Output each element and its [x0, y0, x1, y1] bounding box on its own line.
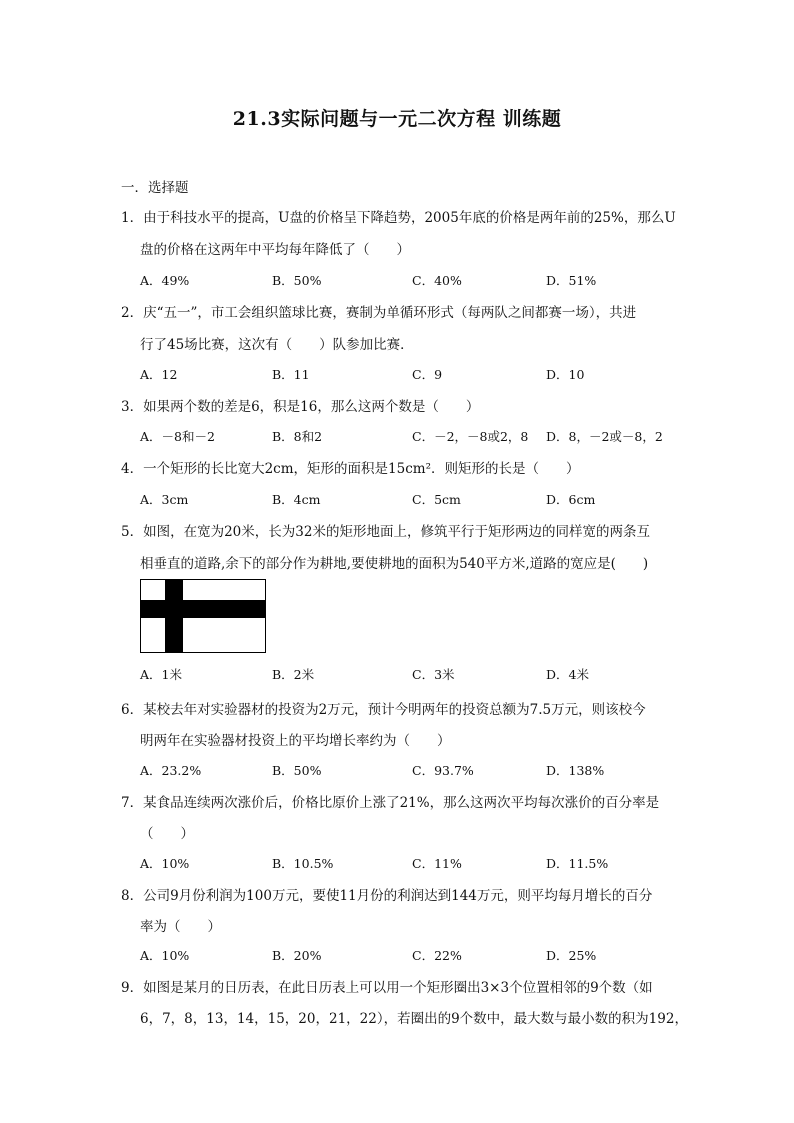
question-6-option-b[interactable]: B．50% — [272, 763, 322, 778]
question-7-option-b[interactable]: B．10.5% — [272, 856, 334, 871]
question-7-option-c[interactable]: C．11% — [412, 856, 462, 871]
question-8-line-2: 率为（ ） — [140, 919, 221, 935]
question-8-option-b[interactable]: B．20% — [272, 948, 322, 963]
question-6-options — [140, 761, 700, 781]
question-6-option-c[interactable]: C．93.7% — [412, 763, 474, 778]
question-2-option-c[interactable]: C．9 — [412, 367, 443, 382]
question-3-line-1: 3．如果两个数的差是6，积是16，那么这两个数是（ ） — [121, 399, 480, 415]
question-7-line-1: 7．某食品连续两次涨价后，价格比原价上涨了21%，那么这两次平均每次涨价的百分率是 — [121, 795, 660, 811]
horizontal-road — [141, 600, 265, 618]
question-6-line-2: 明两年在实验器材投资上的平均增长率约为（ ） — [140, 733, 451, 749]
question-3-option-d[interactable]: D．8，－2或－8，2 — [546, 429, 663, 444]
question-7-option-d[interactable]: D．11.5% — [546, 856, 609, 871]
question-5-option-b[interactable]: B．2米 — [272, 667, 315, 682]
question-2-option-b[interactable]: B．11 — [272, 367, 310, 382]
question-2-option-d[interactable]: D．10 — [546, 367, 585, 382]
question-3-option-b[interactable]: B．8和2 — [272, 429, 323, 444]
question-4-option-d[interactable]: D．6cm — [546, 492, 596, 507]
question-8-line-1: 8．公司9月份利润为100万元，要使11月份的利润达到144万元，则平均每月增长的百分 — [121, 888, 653, 904]
rectangle-roads-figure — [140, 579, 266, 653]
question-1-option-d[interactable]: D．51% — [546, 273, 597, 288]
question-5-line-2: 相垂直的道路,余下的部分作为耕地,要使耕地的面积为540平方米,道路的宽应是( ) — [140, 556, 649, 572]
question-8-option-c[interactable]: C．22% — [412, 948, 462, 963]
question-9-line-2: 6，7，8，13，14，15，20，21，22），若圈出的9个数中，最大数与最小数的积为192， — [140, 1011, 688, 1027]
question-1-option-a[interactable]: A．49% — [140, 273, 190, 288]
question-3-option-a[interactable]: A．－8和－2 — [140, 429, 215, 444]
question-4-line-1: 4．一个矩形的长比宽大2cm，矩形的面积是15cm²．则矩形的长是（ ） — [121, 461, 580, 477]
question-4-option-c[interactable]: C．5cm — [412, 492, 461, 507]
question-1-options — [140, 271, 700, 291]
question-1-line-2: 盘的价格在这两年中平均每年降低了（ ） — [140, 242, 410, 258]
question-5-options — [140, 665, 700, 685]
page-title: 21.3实际问题与一元二次方程 训练题 — [232, 108, 562, 130]
question-5-option-d[interactable]: D．4米 — [546, 667, 589, 682]
question-4-option-b[interactable]: B．4cm — [272, 492, 321, 507]
question-1-line-1: 1．由于科技水平的提高，U盘的价格呈下降趋势，2005年底的价格是两年前的25%，那么U — [121, 210, 676, 226]
question-2-option-a[interactable]: A．12 — [140, 367, 178, 382]
question-2-options — [140, 365, 700, 385]
question-6-option-a[interactable]: A．23.2% — [140, 763, 202, 778]
question-5-option-c[interactable]: C．3米 — [412, 667, 455, 682]
question-9-line-1: 9．如图是某月的日历表，在此日历表上可以用一个矩形圈出3×3个位置相邻的9个数（如 — [121, 980, 653, 996]
question-8-option-a[interactable]: A．10% — [140, 948, 190, 963]
question-8-options — [140, 946, 700, 966]
question-7-option-a[interactable]: A．10% — [140, 856, 190, 871]
section-heading: 一．选择题 — [121, 180, 189, 196]
question-4-option-a[interactable]: A．3cm — [140, 492, 189, 507]
question-4-options — [140, 490, 700, 510]
question-7-line-2: （ ） — [140, 826, 194, 842]
question-7-options — [140, 854, 700, 874]
question-2-line-1: 2．庆“五一”，市工会组织篮球比赛，赛制为单循环形式（每两队之间都赛一场），共进 — [121, 305, 637, 321]
vertical-road — [165, 580, 183, 652]
question-3-options — [140, 427, 700, 447]
question-1-option-b[interactable]: B．50% — [272, 273, 322, 288]
question-2-line-2: 行了45场比赛，这次有（ ）队参加比赛． — [140, 337, 414, 353]
question-8-option-d[interactable]: D．25% — [546, 948, 597, 963]
question-5-line-1: 5．如图，在宽为20米，长为32米的矩形地面上，修筑平行于矩形两边的同样宽的两条互 — [121, 524, 650, 540]
question-6-line-1: 6．某校去年对实验器材的投资为2万元，预计今明两年的投资总额为7.5万元，则该校今 — [121, 702, 646, 718]
question-5-option-a[interactable]: A．1米 — [140, 667, 182, 682]
question-6-option-d[interactable]: D．138% — [546, 763, 605, 778]
question-3-option-c[interactable]: C．－2，－8或2，8 — [412, 429, 529, 444]
question-1-option-c[interactable]: C．40% — [412, 273, 462, 288]
